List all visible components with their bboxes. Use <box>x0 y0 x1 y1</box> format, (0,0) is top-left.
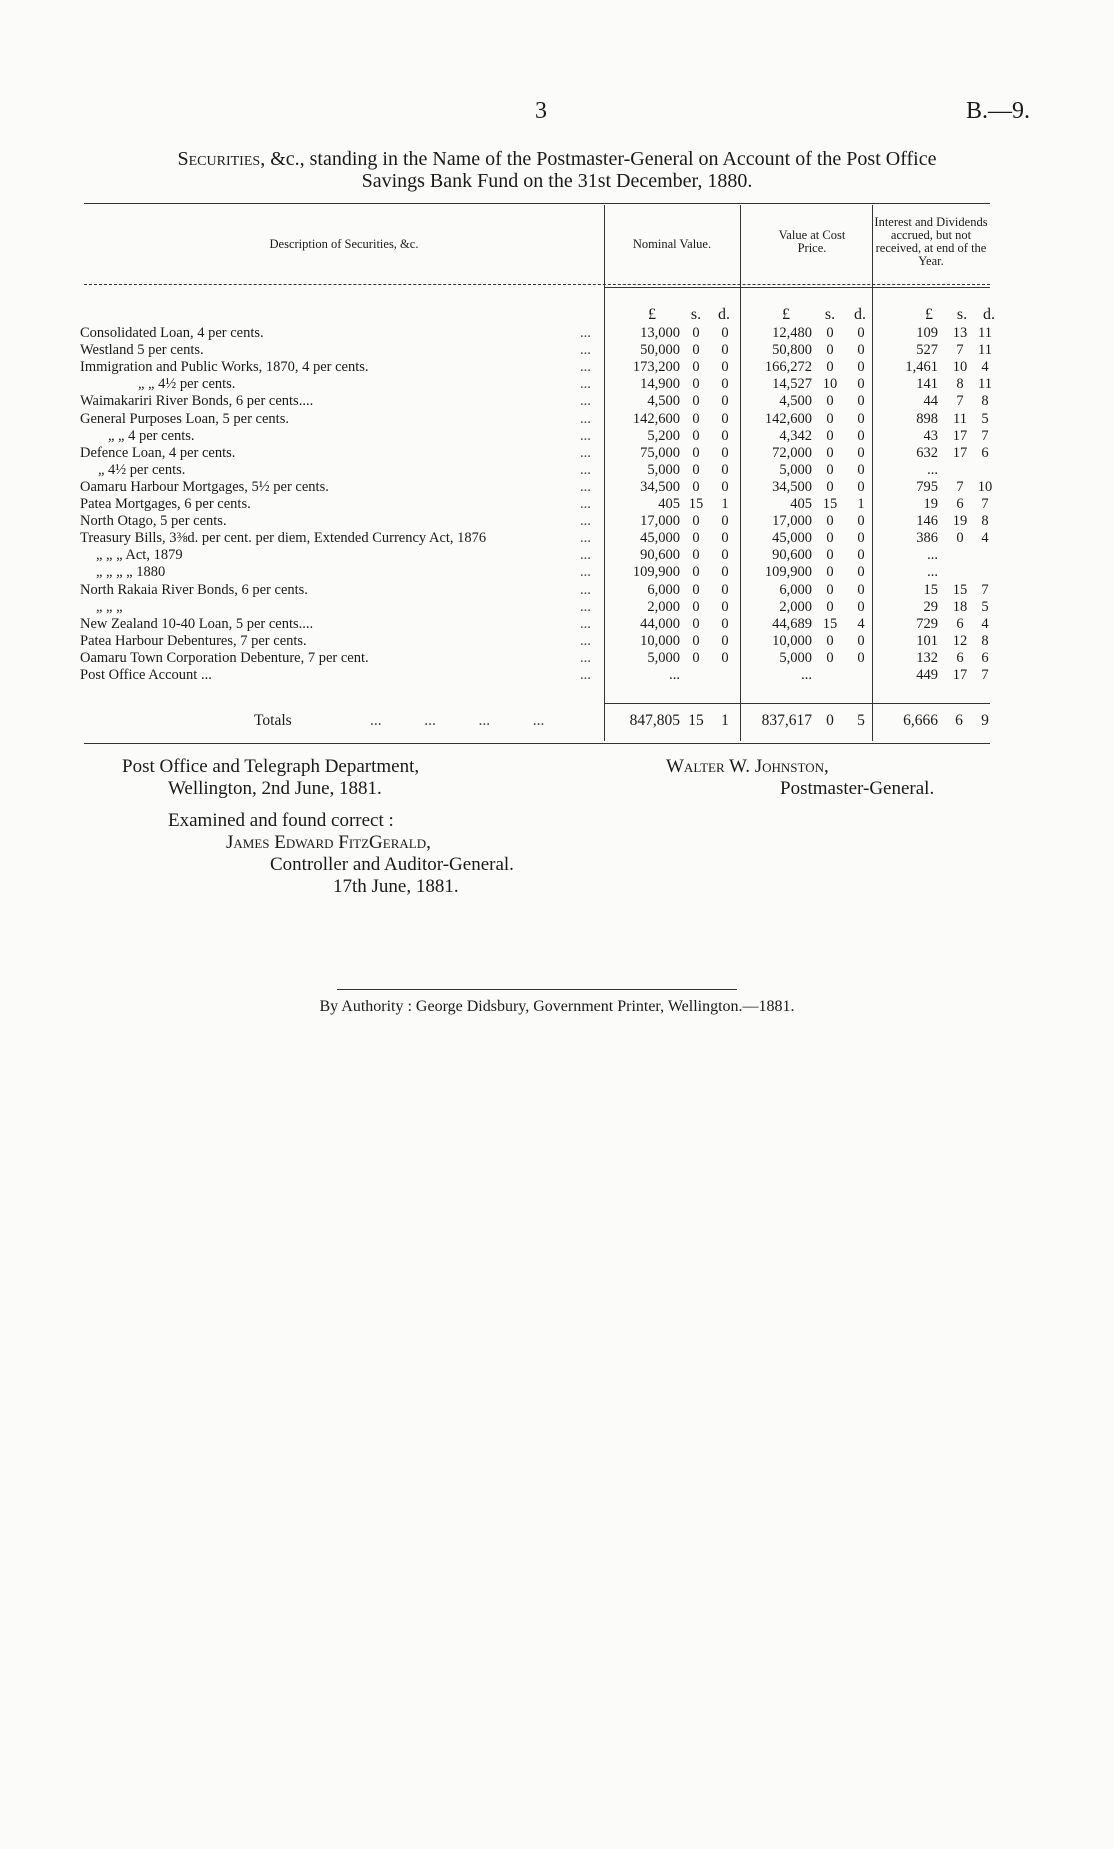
nominal-shillings: 0 <box>692 410 700 427</box>
nominal-pounds: 14,900 <box>640 376 680 393</box>
interest-pence: 6 <box>981 444 989 461</box>
table-row <box>0 633 1114 650</box>
unit-pence: d. <box>718 306 730 323</box>
authority-rule <box>337 989 737 990</box>
table-row <box>0 564 1114 581</box>
table-row <box>0 496 1114 513</box>
nominal-pounds: 173,200 <box>632 359 680 376</box>
interest-pounds: 141 <box>916 376 938 393</box>
nominal-shillings: 0 <box>692 393 700 410</box>
cost-shillings: 0 <box>826 632 834 649</box>
cost-pounds: 10,000 <box>772 632 812 649</box>
interest-pounds: 527 <box>916 342 938 359</box>
cost-shillings: 0 <box>826 461 834 478</box>
table-row <box>0 445 1114 462</box>
table-row <box>0 547 1114 564</box>
nominal-pence: 0 <box>721 649 729 666</box>
security-description: „ „ „ Act, 1879 <box>96 547 183 564</box>
total-nominal-pounds: 847,805 <box>629 712 680 729</box>
nominal-pounds: 45,000 <box>640 530 680 547</box>
security-description: „ „ „ <box>96 598 123 615</box>
security-description: New Zealand 10-40 Loan, 5 per cents.... <box>80 615 314 632</box>
nominal-shillings: 0 <box>692 342 700 359</box>
table-row <box>0 667 1114 684</box>
security-description: „ „ „ „ 1880 <box>96 564 166 581</box>
cost-pounds: 5,000 <box>779 461 812 478</box>
interest-pounds: 146 <box>916 513 938 530</box>
cost-shillings: 0 <box>826 547 834 564</box>
interest-shillings: 7 <box>956 342 964 359</box>
security-description: Patea Mortgages, 6 per cents. <box>80 496 251 512</box>
leader-dots: ... <box>580 530 591 547</box>
cost-pounds: 17,000 <box>772 513 812 530</box>
leader-dots: ... <box>580 667 591 683</box>
nominal-pence: 0 <box>721 632 729 649</box>
cost-pounds: 6,000 <box>779 581 812 598</box>
nominal-pence: 0 <box>721 598 729 615</box>
nominal-pounds: 90,600 <box>640 547 680 564</box>
signer-title: Postmaster-General. <box>780 778 935 799</box>
nominal-shillings: 0 <box>692 427 700 444</box>
nominal-shillings: 0 <box>692 359 700 376</box>
cost-pounds: 90,600 <box>772 547 812 564</box>
security-description: Immigration and Public Works, 1870, 4 per cents. <box>80 359 369 376</box>
cost-shillings: 0 <box>826 478 834 495</box>
interest-shillings: 10 <box>952 359 968 376</box>
auditor-date: 17th June, 1881. <box>333 876 459 897</box>
interest-shillings: 13 <box>952 325 968 341</box>
cost-shillings: 0 <box>826 342 834 359</box>
nominal-pounds: 405 <box>658 496 680 512</box>
interest-pounds: 386 <box>916 530 938 547</box>
department-line-2: Wellington, 2nd June, 1881. <box>168 778 382 799</box>
leader-dots: ... <box>580 632 591 649</box>
cost-pounds: 142,600 <box>764 410 812 427</box>
interest-pence: 4 <box>981 530 989 547</box>
interest-pence: 8 <box>981 632 989 649</box>
title-small-caps: Securities <box>177 148 261 170</box>
interest-pounds: 109 <box>916 325 938 341</box>
nominal-pounds: 44,000 <box>640 615 680 632</box>
unit-shillings: s. <box>690 306 702 323</box>
nominal-shillings: 0 <box>692 564 700 581</box>
auditor-name: James Edward FitzGerald, <box>226 832 431 853</box>
nominal-pence: 1 <box>721 496 729 512</box>
cost-pence: 0 <box>857 564 865 581</box>
cost-pounds: 72,000 <box>772 444 812 461</box>
header-interest: Interest and Dividends accrued, but not received, at end of the Year. <box>874 215 988 268</box>
unit-shillings: s. <box>824 306 836 323</box>
cost-shillings: 0 <box>826 581 834 598</box>
unit-pounds: £ <box>925 306 933 323</box>
cost-pounds: 34,500 <box>772 478 812 495</box>
interest-pence: 8 <box>981 393 989 410</box>
nominal-pence: 0 <box>721 444 729 461</box>
total-interest-pounds: 6,666 <box>903 712 938 729</box>
cost-shillings: 0 <box>826 598 834 615</box>
interest-pence: 4 <box>981 615 989 632</box>
cost-pence: 0 <box>857 376 865 393</box>
cost-pence: 0 <box>857 649 865 666</box>
cost-pounds: 405 <box>790 496 812 512</box>
leader-dots: ... <box>580 649 591 666</box>
document-title-line-2: Savings Bank Fund on the 31st December, 1880. <box>361 170 753 192</box>
cost-pounds: 12,480 <box>772 325 812 341</box>
cost-pence: 0 <box>857 581 865 598</box>
leader-dots: ... <box>580 359 591 376</box>
leader-dots: ... <box>580 598 591 615</box>
cost-pence: 0 <box>857 478 865 495</box>
nominal-pounds: ... <box>669 667 680 683</box>
security-description: Defence Loan, 4 per cents. <box>80 444 236 461</box>
security-description: Oamaru Harbour Mortgages, 5½ per cents. <box>80 478 329 495</box>
interest-shillings: 17 <box>952 444 968 461</box>
cost-pence: 0 <box>857 530 865 547</box>
interest-pounds: 101 <box>916 632 938 649</box>
nominal-pounds: 5,000 <box>647 649 680 666</box>
cost-pounds: 109,900 <box>764 564 812 581</box>
interest-shillings: 7 <box>956 478 964 495</box>
security-description: Patea Harbour Debentures, 7 per cents. <box>80 632 307 649</box>
security-description: North Rakaia River Bonds, 6 per cents. <box>80 581 308 598</box>
nominal-pence: 0 <box>721 410 729 427</box>
nominal-shillings: 0 <box>692 444 700 461</box>
cost-pence: 0 <box>857 342 865 359</box>
leader-dots: ... <box>580 615 591 632</box>
leader-dots: ... <box>580 393 591 410</box>
unit-shillings: s. <box>956 306 968 323</box>
cost-shillings: 0 <box>826 410 834 427</box>
nominal-shillings: 0 <box>692 461 700 478</box>
interest-pence: 10 <box>977 478 993 495</box>
security-description: „ „ 4 per cents. <box>108 427 195 444</box>
security-description: General Purposes Loan, 5 per cents. <box>80 410 289 427</box>
header-description: Description of Securities, &c. <box>269 237 419 251</box>
interest-pence: 11 <box>978 376 992 393</box>
nominal-pence: 0 <box>721 530 729 547</box>
total-interest-pence: 9 <box>981 712 989 729</box>
signer-name: Walter W. Johnston, <box>666 756 829 777</box>
nominal-shillings: 0 <box>692 376 700 393</box>
leader-dots: ... <box>580 376 591 393</box>
interest-shillings: 18 <box>952 598 968 615</box>
table-row <box>0 530 1114 547</box>
interest-pounds: 632 <box>916 444 938 461</box>
cost-pounds: 45,000 <box>772 530 812 547</box>
cost-pounds: 44,689 <box>772 615 812 632</box>
security-description: Consolidated Loan, 4 per cents. <box>80 325 264 341</box>
interest-shillings: 17 <box>952 667 968 683</box>
interest-shillings: 6 <box>956 649 964 666</box>
cost-pence: 0 <box>857 598 865 615</box>
printer-authority: By Authority : George Didsbury, Government Printer, Wellington.—1881. <box>319 998 795 1015</box>
interest-pounds: 19 <box>923 496 938 512</box>
cost-shillings: 0 <box>826 359 834 376</box>
nominal-pounds: 4,500 <box>647 393 680 410</box>
nominal-pounds: 109,900 <box>632 564 680 581</box>
table-row <box>0 342 1114 359</box>
cost-pounds: ... <box>801 667 812 683</box>
security-description: North Otago, 5 per cents. <box>80 513 227 530</box>
nominal-shillings: 0 <box>692 632 700 649</box>
nominal-pounds: 5,200 <box>647 427 680 444</box>
cost-shillings: 0 <box>826 530 834 547</box>
security-description: Waimakariri River Bonds, 6 per cents.... <box>80 393 314 410</box>
interest-pounds: 44 <box>923 393 938 410</box>
interest-pence: 7 <box>981 667 989 683</box>
nominal-pence: 0 <box>721 359 729 376</box>
cost-pounds: 2,000 <box>779 598 812 615</box>
interest-pence: 8 <box>981 513 989 530</box>
security-description: Westland 5 per cents. <box>80 342 204 359</box>
nominal-pounds: 17,000 <box>640 513 680 530</box>
leader-dots: ... <box>580 564 591 581</box>
header-underline <box>604 287 990 288</box>
security-description: Treasury Bills, 3⅜d. per cent. per diem, Extended Currency Act, 1876 <box>80 530 487 547</box>
nominal-pence: 0 <box>721 342 729 359</box>
table-row <box>0 359 1114 376</box>
unit-pounds: £ <box>648 306 656 323</box>
interest-pounds: ... <box>927 564 938 581</box>
interest-pence: 4 <box>981 359 989 376</box>
nominal-pence: 0 <box>721 615 729 632</box>
cost-shillings: 0 <box>826 564 834 581</box>
security-description: Oamaru Town Corporation Debenture, 7 per cent. <box>80 649 369 666</box>
interest-shillings: 6 <box>956 496 964 512</box>
leader-dots: ... <box>580 547 591 564</box>
cost-shillings: 0 <box>826 649 834 666</box>
cost-pence: 0 <box>857 547 865 564</box>
table-row <box>0 325 1114 342</box>
cost-shillings: 0 <box>826 393 834 410</box>
interest-pounds: 29 <box>923 598 938 615</box>
table-top-rule <box>84 203 990 204</box>
unit-pence: d. <box>983 306 995 323</box>
table-row <box>0 513 1114 530</box>
nominal-pounds: 6,000 <box>647 581 680 598</box>
cost-pence: 0 <box>857 632 865 649</box>
cost-pounds: 50,800 <box>772 342 812 359</box>
nominal-pence: 0 <box>721 581 729 598</box>
nominal-pence: 0 <box>721 393 729 410</box>
total-cost-shillings: 0 <box>826 712 834 729</box>
interest-shillings: 7 <box>956 393 964 410</box>
interest-pence: 7 <box>981 496 989 512</box>
nominal-pounds: 142,600 <box>632 410 680 427</box>
cost-shillings: 15 <box>822 496 838 512</box>
nominal-shillings: 15 <box>688 496 704 512</box>
cost-pounds: 5,000 <box>779 649 812 666</box>
nominal-pence: 0 <box>721 427 729 444</box>
nominal-pence: 0 <box>721 325 729 341</box>
nominal-shillings: 0 <box>692 598 700 615</box>
leader-dots: ... ... ... ... <box>370 712 545 729</box>
nominal-pounds: 2,000 <box>647 598 680 615</box>
department-line-1: Post Office and Telegraph Department, <box>122 756 420 777</box>
interest-pounds: 1,461 <box>905 359 938 376</box>
cost-pounds: 4,500 <box>779 393 812 410</box>
cost-shillings: 15 <box>822 615 838 632</box>
nominal-pence: 0 <box>721 376 729 393</box>
interest-pence: 5 <box>981 410 989 427</box>
interest-pounds: 729 <box>916 615 938 632</box>
interest-shillings: 0 <box>956 530 964 547</box>
interest-pounds: 43 <box>923 427 938 444</box>
nominal-pence: 0 <box>721 513 729 530</box>
cost-pence: 0 <box>857 444 865 461</box>
nominal-pounds: 34,500 <box>640 478 680 495</box>
nominal-shillings: 0 <box>692 513 700 530</box>
nominal-pence: 0 <box>721 478 729 495</box>
nominal-pence: 0 <box>721 461 729 478</box>
leader-dots: ... <box>580 410 591 427</box>
cost-shillings: 10 <box>822 376 838 393</box>
leader-dots: ... <box>580 461 591 478</box>
leader-dots: ... <box>580 513 591 530</box>
examined-statement: Examined and found correct : <box>168 810 394 831</box>
interest-pounds: 449 <box>916 667 938 683</box>
table-bottom-rule <box>84 743 990 744</box>
leader-dots: ... <box>580 478 591 495</box>
security-description: „ 4½ per cents. <box>98 461 186 478</box>
cost-pence: 0 <box>857 427 865 444</box>
table-row <box>0 650 1114 667</box>
cost-shillings: 0 <box>826 427 834 444</box>
cost-pence: 0 <box>857 410 865 427</box>
interest-pence: 7 <box>981 581 989 598</box>
nominal-pounds: 10,000 <box>640 632 680 649</box>
nominal-shillings: 0 <box>692 530 700 547</box>
leader-dots: ... <box>580 496 591 512</box>
nominal-pounds: 13,000 <box>640 325 680 341</box>
nominal-shillings: 0 <box>692 325 700 341</box>
cost-pence: 0 <box>857 359 865 376</box>
total-cost-pence: 5 <box>857 712 865 729</box>
nominal-pence: 0 <box>721 547 729 564</box>
interest-shillings: 6 <box>956 615 964 632</box>
totals-row <box>0 712 1114 729</box>
interest-shillings: 8 <box>956 376 964 393</box>
interest-pence: 5 <box>981 598 989 615</box>
nominal-shillings: 0 <box>692 478 700 495</box>
leader-dots: ... <box>580 325 591 341</box>
interest-shillings: 15 <box>952 581 968 598</box>
interest-pence: 11 <box>978 325 992 341</box>
nominal-shillings: 0 <box>692 581 700 598</box>
nominal-shillings: 0 <box>692 615 700 632</box>
total-nominal-pence: 1 <box>721 712 729 729</box>
cost-pence: 4 <box>857 615 865 632</box>
leader-dots: ... <box>580 427 591 444</box>
interest-shillings: 19 <box>952 513 968 530</box>
table-row <box>0 393 1114 410</box>
header-nominal-value: Nominal Value. <box>632 237 712 251</box>
security-description: Post Office Account ... <box>80 667 212 683</box>
cost-shillings: 0 <box>826 513 834 530</box>
cost-pence: 1 <box>857 496 865 512</box>
table-row <box>0 479 1114 496</box>
nominal-shillings: 0 <box>692 649 700 666</box>
leader-dots: ... <box>580 444 591 461</box>
security-description: „ „ 4½ per cents. <box>138 376 236 393</box>
nominal-pounds: 5,000 <box>647 461 680 478</box>
cost-shillings: 0 <box>826 325 834 341</box>
nominal-pounds: 75,000 <box>640 444 680 461</box>
cost-pence: 0 <box>857 393 865 410</box>
cost-pence: 0 <box>857 461 865 478</box>
page-reference: B.—9. <box>966 98 1031 124</box>
title-line-1-rest: , &c., standing in the Name of the Postmaster-General on Account of the Post Office <box>260 148 937 170</box>
header-cost-value: Value at Cost Price. <box>778 228 846 255</box>
nominal-pounds: 50,000 <box>640 342 680 359</box>
table-row <box>0 411 1114 428</box>
nominal-shillings: 0 <box>692 547 700 564</box>
interest-pence: 11 <box>978 342 992 359</box>
interest-shillings: 11 <box>953 410 967 427</box>
unit-pence: d. <box>854 306 866 323</box>
unit-pounds: £ <box>782 306 790 323</box>
interest-pence: 7 <box>981 427 989 444</box>
leader-dots: ... <box>580 342 591 359</box>
table-row <box>0 616 1114 633</box>
total-nominal-shillings: 15 <box>688 712 704 729</box>
interest-pence: 6 <box>981 649 989 666</box>
page-number: 3 <box>535 98 547 124</box>
totals-rule <box>604 703 990 704</box>
table-row <box>0 376 1114 393</box>
table-row <box>0 599 1114 616</box>
interest-shillings: 17 <box>952 427 968 444</box>
document-title <box>57 148 1057 171</box>
auditor-title: Controller and Auditor-General. <box>270 854 514 875</box>
cost-pence: 0 <box>857 513 865 530</box>
interest-pounds: 898 <box>916 410 938 427</box>
cost-pounds: 166,272 <box>764 359 812 376</box>
interest-pounds: ... <box>927 461 938 478</box>
total-cost-pounds: 837,617 <box>761 712 812 729</box>
interest-pounds: ... <box>927 547 938 564</box>
header-bottom-rule <box>84 284 990 285</box>
cost-pounds: 14,527 <box>772 376 812 393</box>
table-row <box>0 582 1114 599</box>
nominal-pence: 0 <box>721 564 729 581</box>
total-interest-shillings: 6 <box>955 712 963 729</box>
totals-label: Totals <box>254 712 292 729</box>
cost-pence: 0 <box>857 325 865 341</box>
interest-shillings: 12 <box>952 632 968 649</box>
interest-pounds: 795 <box>916 478 938 495</box>
table-row <box>0 462 1114 479</box>
cost-pounds: 4,342 <box>779 427 812 444</box>
interest-pounds: 15 <box>923 581 938 598</box>
cost-shillings: 0 <box>826 444 834 461</box>
leader-dots: ... <box>580 581 591 598</box>
table-row <box>0 428 1114 445</box>
interest-pounds: 132 <box>916 649 938 666</box>
